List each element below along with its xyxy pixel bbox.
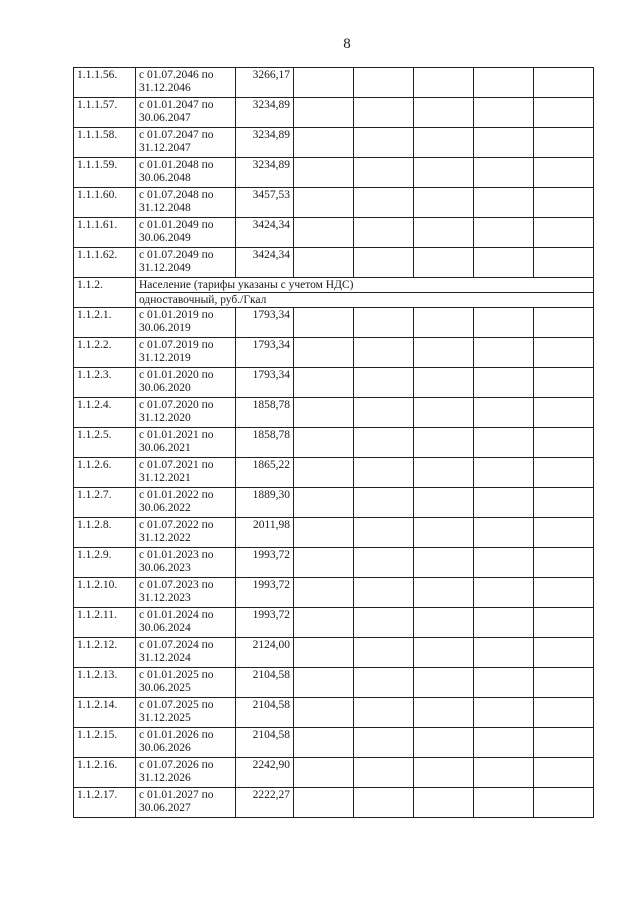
row-tariff-value: 2104,58 xyxy=(236,668,294,698)
table-row xyxy=(74,398,594,428)
empty-cell xyxy=(534,458,594,488)
table-row xyxy=(74,458,594,488)
empty-cell xyxy=(474,488,534,518)
empty-cell xyxy=(534,308,594,338)
row-period: с 01.07.2022 по 31.12.2022 xyxy=(136,518,236,548)
section-subtitle: одноставочный, руб./Гкал xyxy=(136,293,594,308)
empty-cell xyxy=(294,698,354,728)
empty-cell xyxy=(294,518,354,548)
empty-cell xyxy=(354,98,414,128)
empty-cell xyxy=(414,98,474,128)
empty-cell xyxy=(354,638,414,668)
row-tariff-value: 2124,00 xyxy=(236,638,294,668)
empty-cell xyxy=(474,398,534,428)
empty-cell xyxy=(294,548,354,578)
row-number: 1.1.2.13. xyxy=(74,668,136,698)
row-number: 1.1.1.59. xyxy=(74,158,136,188)
row-number: 1.1.2.6. xyxy=(74,458,136,488)
empty-cell xyxy=(414,638,474,668)
empty-cell xyxy=(414,578,474,608)
empty-cell xyxy=(294,758,354,788)
empty-cell xyxy=(534,578,594,608)
row-number: 1.1.2.4. xyxy=(74,398,136,428)
table-row xyxy=(74,668,594,698)
empty-cell xyxy=(354,788,414,818)
empty-cell xyxy=(474,158,534,188)
empty-cell xyxy=(534,698,594,728)
empty-cell xyxy=(414,68,474,98)
row-tariff-value: 3234,89 xyxy=(236,98,294,128)
empty-cell xyxy=(534,128,594,158)
empty-cell xyxy=(534,68,594,98)
empty-cell xyxy=(414,218,474,248)
row-number: 1.1.2.10. xyxy=(74,578,136,608)
table-row xyxy=(74,98,594,128)
row-period: с 01.01.2049 по 30.06.2049 xyxy=(136,218,236,248)
empty-cell xyxy=(474,608,534,638)
empty-cell xyxy=(474,518,534,548)
row-tariff-value: 3234,89 xyxy=(236,158,294,188)
empty-cell xyxy=(474,128,534,158)
empty-cell xyxy=(474,218,534,248)
empty-cell xyxy=(414,338,474,368)
row-tariff-value: 2104,58 xyxy=(236,728,294,758)
row-period: с 01.07.2026 по 31.12.2026 xyxy=(136,758,236,788)
empty-cell xyxy=(294,428,354,458)
empty-cell xyxy=(294,128,354,158)
row-number: 1.1.1.58. xyxy=(74,128,136,158)
row-number: 1.1.2.3. xyxy=(74,368,136,398)
row-number: 1.1.1.56. xyxy=(74,68,136,98)
empty-cell xyxy=(414,668,474,698)
empty-cell xyxy=(354,728,414,758)
empty-cell xyxy=(474,578,534,608)
row-number: 1.1.2.12. xyxy=(74,638,136,668)
empty-cell xyxy=(294,188,354,218)
empty-cell xyxy=(354,428,414,458)
row-tariff-value: 1993,72 xyxy=(236,548,294,578)
empty-cell xyxy=(414,188,474,218)
row-number: 1.1.2.1. xyxy=(74,308,136,338)
row-tariff-value: 1993,72 xyxy=(236,578,294,608)
empty-cell xyxy=(534,338,594,368)
empty-cell xyxy=(294,608,354,638)
empty-cell xyxy=(414,608,474,638)
tariff-rows-group-b xyxy=(74,308,594,818)
empty-cell xyxy=(474,668,534,698)
empty-cell xyxy=(354,158,414,188)
empty-cell xyxy=(414,728,474,758)
row-tariff-value: 1858,78 xyxy=(236,398,294,428)
empty-cell xyxy=(294,638,354,668)
table-row xyxy=(74,248,594,278)
empty-cell xyxy=(534,218,594,248)
table-row xyxy=(74,428,594,458)
empty-cell xyxy=(354,698,414,728)
empty-cell xyxy=(534,248,594,278)
table-row xyxy=(74,338,594,368)
table-row xyxy=(74,128,594,158)
table-row xyxy=(74,788,594,818)
row-tariff-value: 3234,89 xyxy=(236,128,294,158)
row-number: 1.1.2.17. xyxy=(74,788,136,818)
empty-cell xyxy=(474,728,534,758)
row-tariff-value: 1793,34 xyxy=(236,368,294,398)
row-number: 1.1.1.60. xyxy=(74,188,136,218)
empty-cell xyxy=(354,398,414,428)
empty-cell xyxy=(354,518,414,548)
empty-cell xyxy=(354,488,414,518)
empty-cell xyxy=(354,458,414,488)
empty-cell xyxy=(474,788,534,818)
row-period: с 01.01.2048 по 30.06.2048 xyxy=(136,158,236,188)
empty-cell xyxy=(474,308,534,338)
row-period: с 01.07.2024 по 31.12.2024 xyxy=(136,638,236,668)
empty-cell xyxy=(414,518,474,548)
row-period: с 01.01.2023 по 30.06.2023 xyxy=(136,548,236,578)
row-number: 1.1.2.7. xyxy=(74,488,136,518)
empty-cell xyxy=(534,488,594,518)
row-tariff-value: 1793,34 xyxy=(236,308,294,338)
empty-cell xyxy=(354,578,414,608)
empty-cell xyxy=(534,758,594,788)
empty-cell xyxy=(534,638,594,668)
empty-cell xyxy=(294,488,354,518)
row-number: 1.1.2.8. xyxy=(74,518,136,548)
empty-cell xyxy=(534,608,594,638)
empty-cell xyxy=(294,98,354,128)
row-tariff-value: 3266,17 xyxy=(236,68,294,98)
section-title: Население (тарифы указаны с учетом НДС) xyxy=(136,278,594,293)
row-tariff-value: 1858,78 xyxy=(236,428,294,458)
row-number: 1.1.1.61. xyxy=(74,218,136,248)
row-period: с 01.07.2020 по 31.12.2020 xyxy=(136,398,236,428)
empty-cell xyxy=(474,248,534,278)
empty-cell xyxy=(474,458,534,488)
row-period: с 01.01.2021 по 30.06.2021 xyxy=(136,428,236,458)
tariff-rows-group-a xyxy=(74,68,594,278)
row-number: 1.1.2.14. xyxy=(74,698,136,728)
empty-cell xyxy=(414,758,474,788)
row-tariff-value: 3424,34 xyxy=(236,218,294,248)
empty-cell xyxy=(474,68,534,98)
empty-cell xyxy=(354,128,414,158)
empty-cell xyxy=(354,608,414,638)
row-period: с 01.07.2021 по 31.12.2021 xyxy=(136,458,236,488)
row-period: с 01.07.2046 по 31.12.2046 xyxy=(136,68,236,98)
table-row xyxy=(74,518,594,548)
empty-cell xyxy=(294,368,354,398)
tariff-table xyxy=(73,67,594,818)
empty-cell xyxy=(534,548,594,578)
table-row xyxy=(74,68,594,98)
empty-cell xyxy=(414,428,474,458)
empty-cell xyxy=(354,68,414,98)
empty-cell xyxy=(534,518,594,548)
empty-cell xyxy=(354,548,414,578)
empty-cell xyxy=(534,728,594,758)
empty-cell xyxy=(294,248,354,278)
section-number: 1.1.2. xyxy=(74,278,136,308)
table-row xyxy=(74,188,594,218)
empty-cell xyxy=(474,188,534,218)
table-row xyxy=(74,608,594,638)
table-row xyxy=(74,638,594,668)
empty-cell xyxy=(414,128,474,158)
row-number: 1.1.2.5. xyxy=(74,428,136,458)
table-row xyxy=(74,158,594,188)
empty-cell xyxy=(294,218,354,248)
row-period: с 01.07.2019 по 31.12.2019 xyxy=(136,338,236,368)
table-row xyxy=(74,308,594,338)
empty-cell xyxy=(534,398,594,428)
empty-cell xyxy=(474,428,534,458)
row-number: 1.1.2.2. xyxy=(74,338,136,368)
empty-cell xyxy=(414,398,474,428)
empty-cell xyxy=(474,638,534,668)
row-number: 1.1.2.16. xyxy=(74,758,136,788)
row-tariff-value: 3424,34 xyxy=(236,248,294,278)
empty-cell xyxy=(354,368,414,398)
empty-cell xyxy=(534,98,594,128)
row-period: с 01.01.2024 по 30.06.2024 xyxy=(136,608,236,638)
row-period: с 01.07.2049 по 31.12.2049 xyxy=(136,248,236,278)
empty-cell xyxy=(474,758,534,788)
row-period: с 01.01.2022 по 30.06.2022 xyxy=(136,488,236,518)
empty-cell xyxy=(414,788,474,818)
empty-cell xyxy=(414,368,474,398)
empty-cell xyxy=(414,548,474,578)
empty-cell xyxy=(414,308,474,338)
row-period: с 01.01.2026 по 30.06.2026 xyxy=(136,728,236,758)
empty-cell xyxy=(414,458,474,488)
row-period: с 01.01.2020 по 30.06.2020 xyxy=(136,368,236,398)
row-tariff-value: 3457,53 xyxy=(236,188,294,218)
page-number: 8 xyxy=(343,36,351,52)
empty-cell xyxy=(294,788,354,818)
row-number: 1.1.1.57. xyxy=(74,98,136,128)
empty-cell xyxy=(354,758,414,788)
row-tariff-value: 2104,58 xyxy=(236,698,294,728)
empty-cell xyxy=(354,218,414,248)
empty-cell xyxy=(474,338,534,368)
table-row xyxy=(74,578,594,608)
empty-cell xyxy=(354,668,414,698)
row-tariff-value: 1993,72 xyxy=(236,608,294,638)
empty-cell xyxy=(294,458,354,488)
empty-cell xyxy=(474,368,534,398)
empty-cell xyxy=(414,488,474,518)
empty-cell xyxy=(354,248,414,278)
empty-cell xyxy=(294,68,354,98)
empty-cell xyxy=(294,308,354,338)
empty-cell xyxy=(294,578,354,608)
row-tariff-value: 1793,34 xyxy=(236,338,294,368)
section-header-population xyxy=(74,278,594,308)
row-period: с 01.01.2047 по 30.06.2047 xyxy=(136,98,236,128)
row-tariff-value: 2242,90 xyxy=(236,758,294,788)
table-row xyxy=(74,548,594,578)
row-tariff-value: 1889,30 xyxy=(236,488,294,518)
row-number: 1.1.1.62. xyxy=(74,248,136,278)
row-tariff-value: 2222,27 xyxy=(236,788,294,818)
row-period: с 01.07.2047 по 31.12.2047 xyxy=(136,128,236,158)
empty-cell xyxy=(474,98,534,128)
row-period: с 01.01.2025 по 30.06.2025 xyxy=(136,668,236,698)
row-number: 1.1.2.9. xyxy=(74,548,136,578)
row-period: с 01.07.2025 по 31.12.2025 xyxy=(136,698,236,728)
empty-cell xyxy=(294,338,354,368)
row-tariff-value: 2011,98 xyxy=(236,518,294,548)
row-tariff-value: 1865,22 xyxy=(236,458,294,488)
empty-cell xyxy=(354,188,414,218)
empty-cell xyxy=(414,698,474,728)
table-row xyxy=(74,488,594,518)
empty-cell xyxy=(414,248,474,278)
empty-cell xyxy=(534,428,594,458)
empty-cell xyxy=(414,158,474,188)
empty-cell xyxy=(474,548,534,578)
empty-cell xyxy=(534,158,594,188)
row-period: с 01.07.2048 по 31.12.2048 xyxy=(136,188,236,218)
empty-cell xyxy=(474,698,534,728)
row-period: с 01.01.2019 по 30.06.2019 xyxy=(136,308,236,338)
table-row xyxy=(74,368,594,398)
row-period: с 01.07.2023 по 31.12.2023 xyxy=(136,578,236,608)
empty-cell xyxy=(534,788,594,818)
empty-cell xyxy=(294,398,354,428)
empty-cell xyxy=(354,308,414,338)
table-row xyxy=(74,728,594,758)
empty-cell xyxy=(534,368,594,398)
table-row xyxy=(74,218,594,248)
table-row xyxy=(74,758,594,788)
empty-cell xyxy=(354,338,414,368)
empty-cell xyxy=(534,668,594,698)
empty-cell xyxy=(294,158,354,188)
row-number: 1.1.2.15. xyxy=(74,728,136,758)
row-number: 1.1.2.11. xyxy=(74,608,136,638)
empty-cell xyxy=(534,188,594,218)
empty-cell xyxy=(294,728,354,758)
row-period: с 01.01.2027 по 30.06.2027 xyxy=(136,788,236,818)
empty-cell xyxy=(294,668,354,698)
table-row xyxy=(74,698,594,728)
